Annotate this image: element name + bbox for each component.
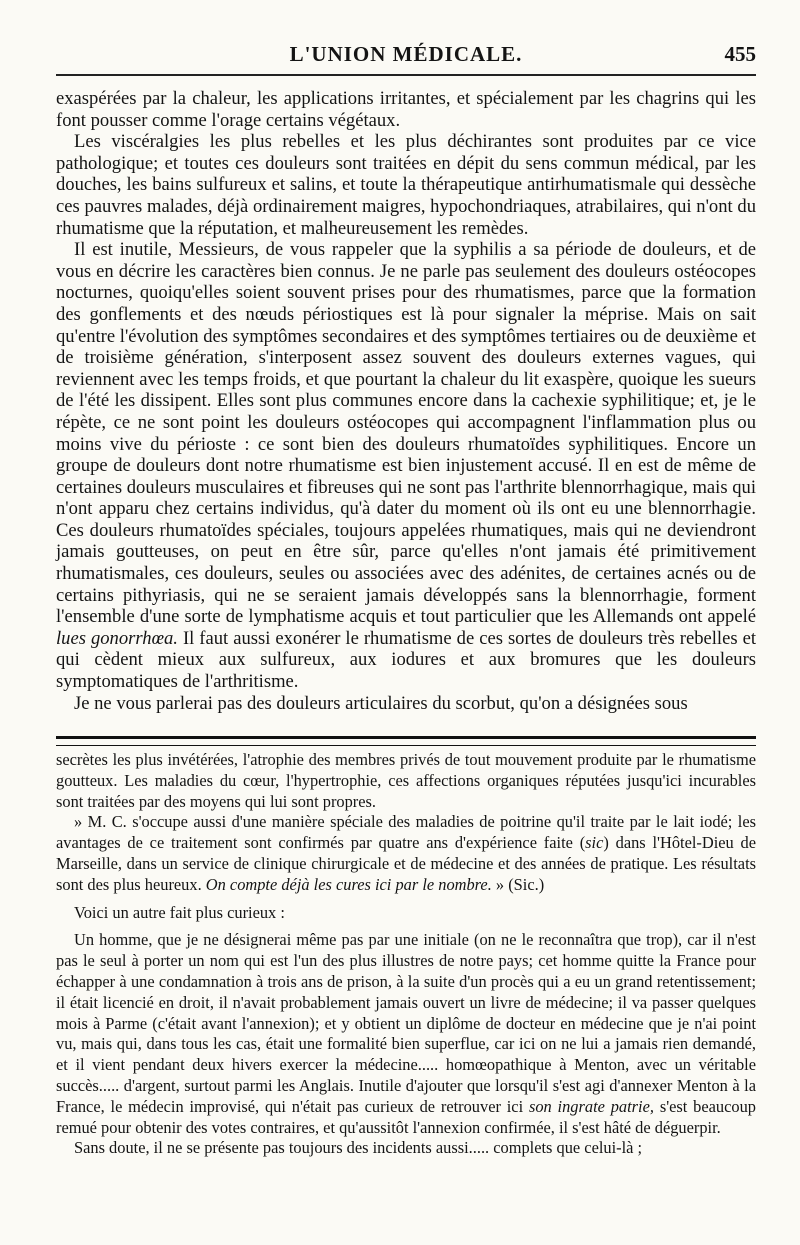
footnote-paragraph-4 xyxy=(56,930,756,1138)
footnote-paragraph-3: Voici un autre fait plus curieux : xyxy=(74,902,285,922)
main-text xyxy=(56,88,756,714)
lues-term: lues gonorrhœa. xyxy=(56,627,178,649)
page-number: 455 xyxy=(724,42,756,66)
footnote-quote-middle: ) dans l'Hôtel-Dieu de Marseille, dans un service de clinique chirurgicale et de médecine et des années de pratique. Les résultats sont des plus heureux. xyxy=(56,833,756,894)
page-header xyxy=(56,34,756,64)
header-rule xyxy=(56,74,756,76)
anecdote-italic: son ingrate patrie, xyxy=(528,1096,654,1116)
footnote-paragraph-5: Sans doute, il ne se présente pas toujours des incidents aussi..... complets que celui-là ; xyxy=(74,1138,643,1158)
footnote-italic-quote: On compte déjà les cures ici par le nombre. xyxy=(205,874,492,894)
footnote-quote-end: » (Sic.) xyxy=(495,874,545,894)
footnote-section xyxy=(56,750,756,1159)
paragraph-syphilis xyxy=(56,239,756,692)
paragraph-scorbut: Je ne vous parlerai pas des douleurs articulaires du scorbut, qu'on a désignées sous xyxy=(74,692,688,714)
exonerate-text: Il faut aussi exonérer le rhumatisme de ces sortes de douleurs très rebelles et qui cèdent mieux aux sulfureux, aux iodures et aux bromures que les douleurs symptomatiques de l'arthritisme. xyxy=(56,627,756,693)
running-title: L'UNION MÉDICALE. xyxy=(289,42,523,66)
spacer xyxy=(56,896,756,903)
paragraph-continued: exaspérées par la chaleur, les applications irritantes, et spécialement par les chagrins qui les font pousser comme l'orage certains végétaux. xyxy=(56,88,756,131)
anecdote-text: Un homme, que je ne désignerai même pas par une initiale (on ne le reconnaîtra que trop), car il n'est pas le seul à porter un nom qui est l'un des plus illustres de notre pays; cet homme quitte la France pour échapper à une condamnation à trois ans de prison, à la suite d'un procès qui a eu un grand retentissement; il était licencié en droit, il n'avait probablement jamais ouvert un livre de médecine; il va passer quelques mois à Parme (c'était avant l'annexion); et y obtient un diplôme de docteur en médecine que je n'ai point vu, mais qui, dans tous les cas, était une formalité bien superflue, car ici on ne lui a jamais rien demandé, et il vient pendant deux hivers exercer la médecine..... homœopathique à Menton, avec un véritable succès..... d'argent, surtout parmi les Anglais. Inutile d'ajouter que lorsqu'il s'est agi d'annexer Menton à la France, le médecin improvisé, qui n'était pas curieux de retrouver ici xyxy=(56,930,756,1116)
footnote-separator xyxy=(56,736,756,746)
spacer xyxy=(56,923,756,930)
footnote-paragraph-2 xyxy=(56,812,756,895)
sic-note: sic xyxy=(585,833,604,853)
paragraph-visceralgies: Les viscéralgies les plus rebelles et les plus déchirantes sont produites par ce vice pathologique; et toutes ces douleurs sont traitées en dépit du sens commun médical, par les douches, les bains sulfureux et salins, et toute la thérapeutique antirhumatismale qui dessèche ces pauvres malades, déjà ordinairement maigres, hypochondriaques, atrabilaires, qui n'ont du rhumatisme que la réputation, et malheureusement les remèdes. xyxy=(56,131,756,239)
footnote-quote-text: » M. C. s'occupe aussi d'une manière spéciale des maladies de poitrine qu'il traite par le lait iodé; les avantages de ce traitement sont confirmés par quatre ans d'expérience faite ( xyxy=(56,812,756,853)
page xyxy=(56,34,756,1158)
anecdote-end: s'est beaucoup remué pour obtenir des votes contraires, et qu'aussitôt l'annexion confirmée, il s'est hâté de déguerpir. xyxy=(56,1096,756,1137)
syphilis-text: Il est inutile, Messieurs, de vous rappeler que la syphilis a sa période de douleurs, et de vous en décrire les caractères bien connus. Je ne parle pas seulement des douleurs ostéocopes nocturnes, quoiqu'elles soient souvent prises pour des rhumatismes, parce que la formation des gonflements et des nœuds périostiques est là pour signaler la méprise. Mais on sait qu'entre l'évolution des symptômes secondaires et des symptômes tertiaires ou de deuxième et de troisième génération, s'interposent assez souvent des douleurs externes vagues, qui reviennent avec les temps froids, et que pourtant la chaleur du lit exaspère, quoique les sueurs de l'été les dissipent. Elles sont plus communes encore dans la cachexie syphilitique; et, je le répète, ce ne sont point les douleurs ostéocopes qui accompagnent l'inflammation plus ou moins vive du périoste : ce sont bien des douleurs rhumatoïdes syphilitiques. Encore un groupe de douleurs dont notre rhumatisme est bien injustement accusé. Il en est de même de certaines douleurs musculaires et fibreuses qui ne sont pas l'arthrite blennorrhagique, mais qui n'ont apparu chez certains individus, qu'à dater du moment où ils ont eu une blennorrhagie. Ces douleurs rhumatoïdes spéciales, toujours appelées rhumatiques, mais qui ne deviendront jamais goutteuses, on peut en être sûr, parce qu'elles n'ont jamais été primitivement rhumatismales, ces douleurs, seules ou associées avec des adénites, de certaines acnés ou de certains pithyriasis, qui ne se seraient jamais développés sans la blennorrhagie, forment l'ensemble d'une sorte de lymphatisme acquis et tout particulier que les Allemands ont appelé xyxy=(56,239,756,628)
footnote-paragraph-1: secrètes les plus invétérées, l'atrophie des membres privés de tout mouvement produite par le rhumatisme goutteux. Les maladies du cœur, l'hypertrophie, ces affections organiques réputées jusqu'ici incurables sont traitées par des moyens qui lui sont propres. xyxy=(56,750,756,811)
